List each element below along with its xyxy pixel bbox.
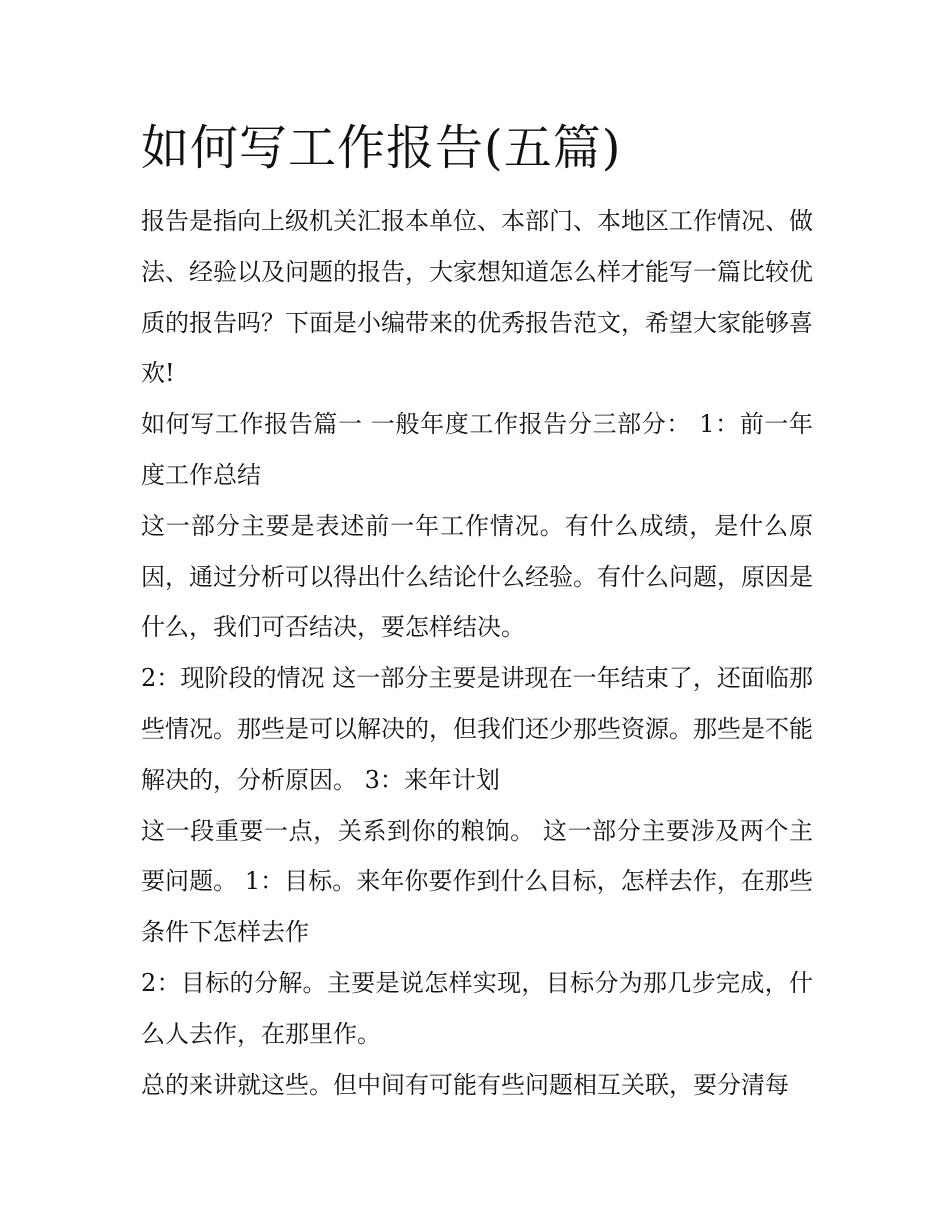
paragraph-goal-breakdown: 2：目标的分解。主要是说怎样实现，目标分为那几步完成，什么人去作，在那里作。 xyxy=(141,968,813,1048)
paragraph-part-one-heading: 如何写工作报告篇一 一般年度工作报告分三部分： 1：前一年度工作总结 xyxy=(141,410,813,489)
paragraph-part-one-body: 这一部分主要是表述前一年工作情况。有什么成绩，是什么原因，通过分析可以得出什么结论什么经验。有什么问题，原因是什么，我们可否结决，要怎样结决。 xyxy=(141,511,813,642)
paragraph-intro: 报告是指向上级机关汇报本单位、本部门、本地区工作情况、做法、经验以及问题的报告，大家想知道怎么样才能写一篇比较优质的报告吗？下面是小编带来的优秀报告范文，希望大家能够喜欢! xyxy=(141,207,813,388)
paragraph-part-two: 2：现阶段的情况 这一部分主要是讲现在一年结束了，还面临那些情况。那些是可以解决的，但我们还少那些资源。那些是不能解决的，分析原因。 3：来年计划 xyxy=(141,664,813,794)
document-title: 如何写工作报告(五篇) xyxy=(141,120,622,176)
document-body xyxy=(141,196,813,1110)
document-page xyxy=(141,112,813,1110)
paragraph-part-three-body: 这一段重要一点，关系到你的粮饷。 这一部分主要涉及两个主要问题。 1：目标。来年你要作到什么目标，怎样去作，在那些条件下怎样去作 xyxy=(141,816,813,947)
paragraph-summary: 总的来讲就这些。但中间有可能有些问题相互关联，要分清每 xyxy=(141,1070,789,1099)
